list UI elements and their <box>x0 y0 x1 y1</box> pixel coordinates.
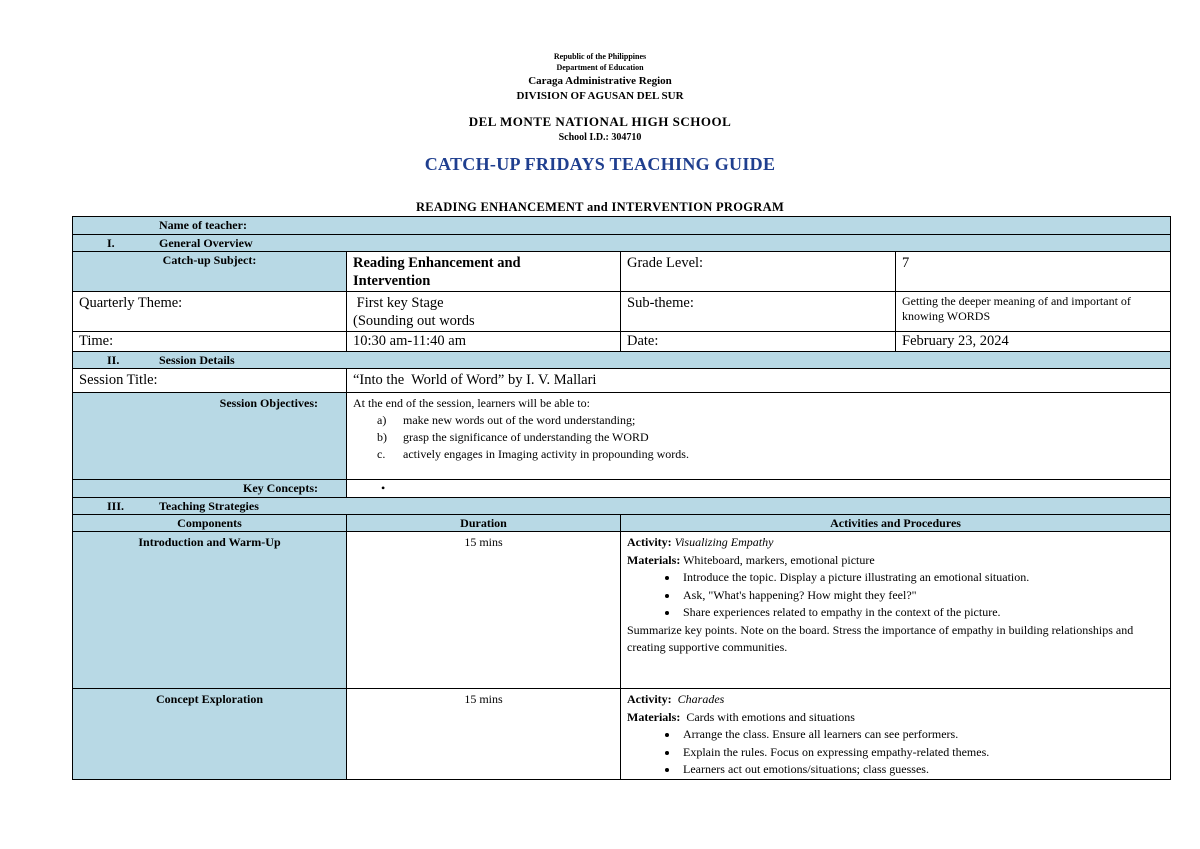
catchup-subject-value <box>347 252 621 292</box>
time-date-row <box>73 332 1171 352</box>
objective-text: grasp the significance of understanding the WORD <box>403 430 649 444</box>
section-teaching-strategies-heading <box>73 498 1171 515</box>
materials-label: Materials: <box>627 552 681 567</box>
section-label: General Overview <box>159 236 253 250</box>
session-objectives-label: Session Objectives: <box>73 393 347 480</box>
section-label: Session Details <box>159 353 235 367</box>
session-title-label: Session Title: <box>73 369 347 393</box>
section-number: III. <box>107 499 125 513</box>
quarterly-theme-label: Quarterly Theme: <box>73 292 347 332</box>
activity-name: Charades <box>677 692 725 706</box>
section-label: Teaching Strategies <box>159 499 259 513</box>
activity-name: Visualizing Empathy <box>674 535 774 549</box>
grade-level-label: Grade Level: <box>621 252 896 292</box>
catchup-subject-label: Catch-up Subject: <box>73 252 347 292</box>
section-number: II. <box>107 353 120 367</box>
materials-line <box>627 709 1164 727</box>
section-teaching-strategies <box>73 498 1171 515</box>
list-item: • Learners act out emotions/situations; class guesses. <box>679 761 1164 779</box>
objective-marker: a) <box>377 413 387 427</box>
date-value: February 23, 2024 <box>896 332 1171 352</box>
key-concepts-value: • <box>347 480 1171 498</box>
section-session-details-heading <box>73 352 1171 369</box>
activity-label: Activity: <box>627 692 672 706</box>
quarterly-theme-row <box>73 292 1171 332</box>
objective-item <box>353 429 1164 446</box>
time-value: 10:30 am-11:40 am <box>347 332 621 352</box>
steps-list <box>627 726 1164 779</box>
materials-line <box>627 552 1164 570</box>
key-concepts-row <box>73 480 1171 498</box>
activity-line <box>627 691 1164 709</box>
date-label: Date: <box>621 332 896 352</box>
activities-cell <box>621 689 1171 780</box>
sub-theme-value: Getting the deeper meaning of and important of knowing WORDS <box>896 292 1171 332</box>
materials-text: Cards with emotions and situations <box>683 709 855 724</box>
objective-marker: c. <box>377 447 386 461</box>
materials-label: Materials: <box>627 709 681 724</box>
quarterly-theme-value-line1: First key Stage <box>353 295 444 311</box>
session-title-value: “Into the World of Word” by I. V. Mallari <box>347 369 1171 393</box>
objective-item <box>353 412 1164 429</box>
quarterly-theme-value-line2: (Sounding out words <box>353 313 475 329</box>
table-row <box>73 532 1171 689</box>
objective-text: actively engages in Imaging activity in propounding words. <box>403 447 689 461</box>
col-activities: Activities and Procedures <box>621 515 1171 532</box>
list-item: • Share experiences related to empathy in the context of the picture. <box>679 604 1164 622</box>
session-title-row <box>73 369 1171 393</box>
activity-line <box>627 534 1164 552</box>
sub-theme-label: Sub-theme: <box>621 292 896 332</box>
program-title: READING ENHANCEMENT and INTERVENTION PROGRAM <box>415 200 785 214</box>
catchup-subject-row <box>73 252 1171 292</box>
grade-level-value: 7 <box>896 252 1171 292</box>
duration-cell: 15 mins <box>347 689 621 780</box>
session-objectives-row <box>73 393 1171 480</box>
strategies-column-headers <box>73 515 1171 532</box>
catchup-subject-value-line2: Intervention <box>353 273 431 289</box>
name-of-teacher-row <box>73 217 1171 235</box>
section-general-overview-heading <box>73 235 1171 252</box>
list-item: • Explain the rules. Focus on expressing empathy-related themes. <box>679 744 1164 762</box>
list-item: • Arrange the class. Ensure all learners can see performers. <box>679 726 1164 744</box>
activity-summary: Summarize key points. Note on the board. Stress the importance of empathy in building relationships and creating supportive communities. <box>627 622 1134 654</box>
table-row <box>73 689 1171 780</box>
document-title: CATCH-UP FRIDAYS TEACHING GUIDE <box>424 154 776 174</box>
name-of-teacher-label: Name of teacher: <box>73 217 1171 235</box>
materials-text: Whiteboard, markers, emotional picture <box>683 552 875 567</box>
key-concepts-label: Key Concepts: <box>73 480 347 498</box>
catchup-subject-value-line1: Reading Enhancement and <box>353 255 521 271</box>
steps-list <box>627 569 1164 622</box>
list-item: • Ask, "What's happening? How might they feel?" <box>679 587 1164 605</box>
quarterly-theme-value <box>347 292 621 332</box>
section-number: I. <box>107 236 115 250</box>
session-objectives-content <box>347 393 1171 480</box>
activity-label: Activity: <box>627 535 672 549</box>
objective-marker: b) <box>377 430 387 444</box>
objective-text: make new words out of the word understanding; <box>403 413 636 427</box>
component-cell: Introduction and Warm-Up <box>73 532 347 689</box>
department-line: Department of Education <box>556 63 644 72</box>
section-session-details <box>73 352 1171 369</box>
col-components: Components <box>73 515 347 532</box>
objective-item <box>353 446 1164 463</box>
teaching-guide-table <box>72 216 1171 780</box>
activities-cell <box>621 532 1171 689</box>
division-line: DIVISION OF AGUSAN DEL SUR <box>516 90 684 102</box>
section-general-overview <box>73 235 1171 252</box>
duration-cell: 15 mins <box>347 532 621 689</box>
school-id: School I.D.: 304710 <box>558 132 642 143</box>
time-label: Time: <box>73 332 347 352</box>
region-line: Caraga Administrative Region <box>528 75 672 87</box>
list-item: • Introduce the topic. Display a picture illustrating an emotional situation. <box>679 569 1164 587</box>
school-name: DEL MONTE NATIONAL HIGH SCHOOL <box>468 114 732 129</box>
component-cell: Concept Exploration <box>73 689 347 780</box>
republic-line: Republic of the Philippines <box>553 52 647 61</box>
objectives-intro: At the end of the session, learners will be able to: <box>353 396 590 410</box>
col-duration: Duration <box>347 515 621 532</box>
